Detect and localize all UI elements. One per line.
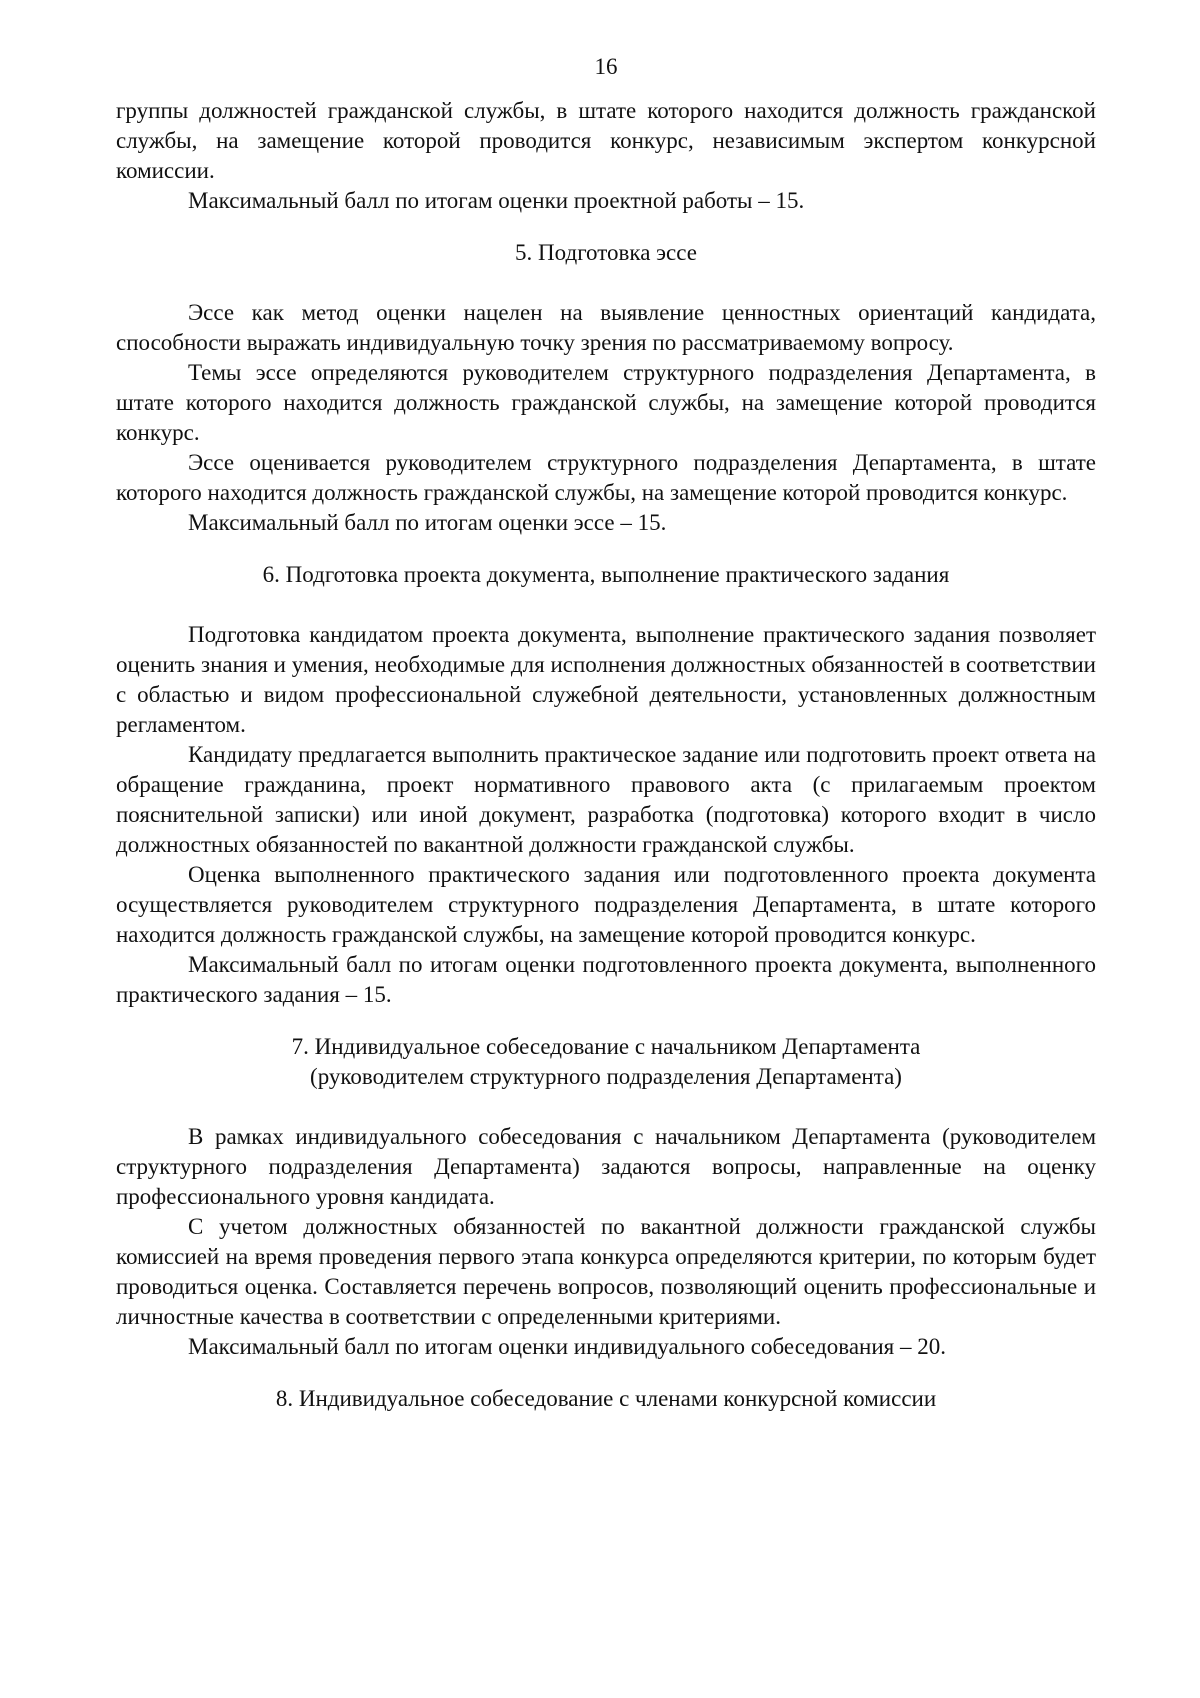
paragraph: Эссе как метод оценки нацелен на выявление ценностных ориентаций кандидата, способности выражать индивидуальную точку зрения по рассматриваемому вопросу. bbox=[116, 300, 1096, 355]
paragraph: В рамках индивидуального собеседования с начальником Департамента (руководителем структурного подразделения Департамента) задаются вопросы, направленные на оценку профессионального уровня кандидата. bbox=[116, 1124, 1096, 1209]
paragraph: Максимальный балл по итогам оценки эссе – 15. bbox=[188, 510, 667, 535]
paragraph: Подготовка кандидатом проекта документа, выполнение практического задания позволяет оценить знания и умения, необходимые для исполнения должностных обязанностей в соответствии с областью и видом профессиональной служебной деятельности, установленных должностным регламентом. bbox=[116, 622, 1096, 737]
section-7-heading-block bbox=[116, 1032, 1096, 1092]
section-8-heading-block bbox=[116, 1384, 1096, 1414]
section-8-heading: 8. Индивидуальное собеседование с членами конкурсной комиссии bbox=[275, 1386, 937, 1411]
paragraph: Максимальный балл по итогам оценки подготовленного проекта документа, выполненного практического задания – 15. bbox=[116, 952, 1096, 1007]
paragraph: Максимальный балл по итогам оценки проектной работы – 15. bbox=[188, 188, 805, 213]
paragraph: С учетом должностных обязанностей по вакантной должности гражданской службы комиссией на время проведения первого этапа конкурса определяются критерии, по которым будет проводиться оценка. Составляется перечень вопросов, позволяющий оценить профессиональные и личностные качества в соответствии с определенными критериями. bbox=[116, 1214, 1096, 1329]
page-number: 16 bbox=[594, 54, 618, 79]
document-page bbox=[116, 52, 1096, 1444]
section-6-heading: 6. Подготовка проекта документа, выполнение практического задания bbox=[262, 562, 950, 587]
section-5-heading: 5. Подготовка эссе bbox=[515, 240, 697, 265]
paragraph: Кандидату предлагается выполнить практическое задание или подготовить проект ответа на обращение гражданина, проект нормативного правового акта (с прилагаемым проектом пояснительной записки) или иной документ, разработка (подготовка) которого входит в число должностных обязанностей по вакантной должности гражданской службы. bbox=[116, 742, 1096, 857]
paragraph: Темы эссе определяются руководителем структурного подразделения Департамента, в штате которого находится должность гражданской службы, на замещение которой проводится конкурс. bbox=[116, 360, 1096, 445]
section-6-heading-block bbox=[116, 560, 1096, 590]
paragraph: Эссе оценивается руководителем структурного подразделения Департамента, в штате которого находится должность гражданской службы, на замещение которой проводится конкурс. bbox=[116, 450, 1096, 505]
paragraph: группы должностей гражданской службы, в штате которого находится должность гражданской службы, на замещение которой проводится конкурс, независимым экспертом конкурсной комиссии. bbox=[116, 98, 1096, 183]
section-7-heading-line-1: 7. Индивидуальное собеседование с начальником Департамента bbox=[291, 1034, 921, 1059]
section-7-heading-line-2: (руководителем структурного подразделения Департамента) bbox=[310, 1064, 902, 1089]
section-5-heading-block bbox=[116, 238, 1096, 268]
paragraph: Оценка выполненного практического задания или подготовленного проекта документа осуществляется руководителем структурного подразделения Департамента, в штате которого находится должность гражданской службы, на замещение которой проводится конкурс. bbox=[116, 862, 1096, 947]
paragraph: Максимальный балл по итогам оценки индивидуального собеседования – 20. bbox=[188, 1334, 947, 1359]
